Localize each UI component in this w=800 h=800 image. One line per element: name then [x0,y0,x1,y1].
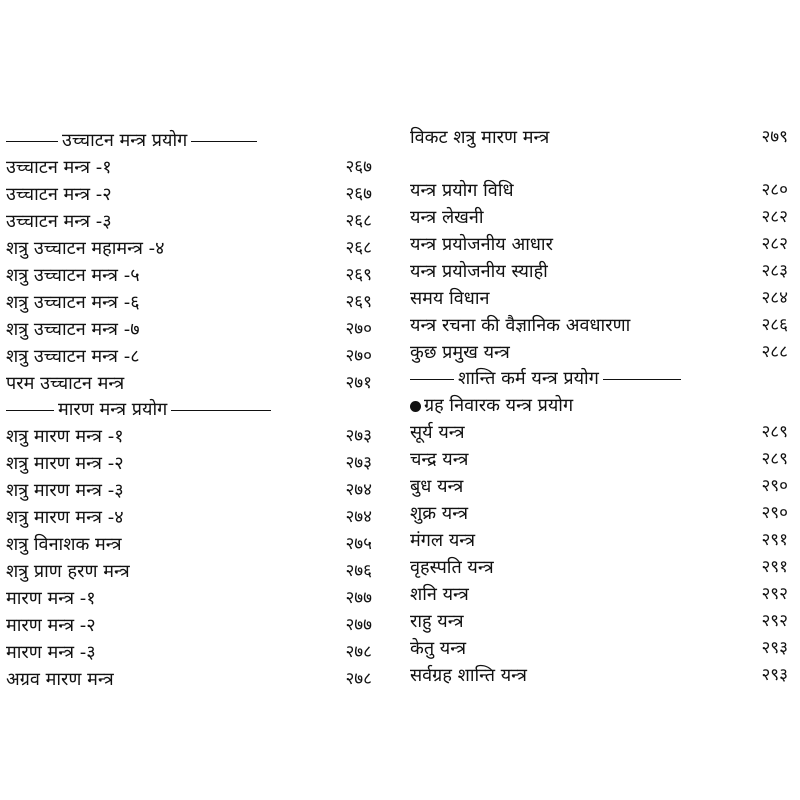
toc-entry-page: २८४ [761,288,788,308]
toc-entry-page: २७० [345,346,372,366]
toc-entry-label: शत्रु विनाशक मन्त्र [6,534,122,555]
toc-entry-page: २७६ [345,561,372,581]
toc-entry-label: शनि यन्त्र [410,584,469,605]
toc-list-maran [6,423,380,693]
toc-entry-page: २७८ [345,642,372,662]
toc-entry-page: २९२ [761,611,788,631]
toc-entry-page: २७७ [345,588,372,608]
toc-entry-page: २६७ [345,184,372,204]
toc-entry-page: २६७ [345,157,372,177]
toc-entry-page: २९३ [761,665,788,685]
toc-entry [410,204,790,231]
toc-entry [6,585,380,612]
toc-entry [6,423,380,450]
toc-entry-page: २७४ [345,480,372,500]
toc-entry-label: यन्त्र प्रयोग विधि [410,180,514,201]
toc-entry-label: शत्रु उच्चाटन महामन्त्र -४ [6,238,165,259]
toc-entry-label: मारण मन्त्र -३ [6,642,96,663]
toc-entry-label: चन्द्र यन्त्र [410,449,469,470]
toc-entry-page: २८९ [761,449,788,469]
toc-entry [6,450,380,477]
toc-entry [410,312,790,339]
bullet-icon [410,401,421,412]
toc-entry-label: शत्रु मारण मन्त्र -४ [6,507,124,528]
toc-entry-label: यन्त्र लेखनी [410,207,484,228]
toc-entry [410,581,790,608]
toc-entry [6,558,380,585]
toc-entry-page: २६९ [345,265,372,285]
toc-entry [410,473,790,500]
toc-entry [6,612,380,639]
toc-entry [6,531,380,558]
heading-rule [171,410,271,411]
toc-entry [410,177,790,204]
heading-rule [603,379,681,380]
section-heading-shanti [410,366,790,392]
toc-list-uchchatan [6,154,380,397]
toc-entry-page: २७८ [345,669,372,689]
toc-entry-page: २६९ [345,292,372,312]
toc-entry-label: विकट शत्रु मारण मन्त्र [410,127,550,148]
toc-entry-label: अग्रव मारण मन्त्र [6,669,114,690]
toc-entry-page: २७७ [345,615,372,635]
toc-entry-label: उच्चाटन मन्त्र -१ [6,157,112,178]
toc-entry-label: शत्रु उच्चाटन मन्त्र -५ [6,265,140,286]
toc-entry-label: उच्चाटन मन्त्र -२ [6,184,112,205]
toc-entry [6,154,380,181]
toc-entry [410,339,790,366]
section-heading-text: मारण मन्त्र प्रयोग [58,399,168,420]
toc-entry-page: २६८ [345,238,372,258]
heading-rule [6,141,58,142]
toc-entry-page: २७१ [345,373,372,393]
toc-entry-label: समय विधान [410,288,490,309]
left-column [6,128,380,693]
section-heading-uchchatan [6,128,380,154]
section-heading-maran [6,397,380,423]
toc-entry [6,262,380,289]
toc-entry-label: शत्रु उच्चाटन मन्त्र -८ [6,346,140,367]
toc-entry-page: २९१ [761,557,788,577]
toc-list-graha-yantra [410,419,790,689]
toc-entry-label: वृहस्पति यन्त्र [410,557,494,578]
toc-entry [410,446,790,473]
toc-entry [410,285,790,312]
toc-entry-label: सूर्य यन्त्र [410,422,465,443]
toc-entry-label: राहु यन्त्र [410,611,464,632]
toc-entry [6,181,380,208]
toc-entry-page: २७९ [761,127,788,147]
toc-entry-label: बुध यन्त्र [410,476,464,497]
section-heading-text: उच्चाटन मन्त्र प्रयोग [62,130,188,151]
toc-entry-label: यन्त्र प्रयोजनीय स्याही [410,261,548,282]
toc-entry-page: २७५ [345,534,372,554]
heading-rule [191,141,257,142]
toc-entry [6,639,380,666]
toc-entry-label: शत्रु मारण मन्त्र -२ [6,453,124,474]
toc-entry-label: शत्रु उच्चाटन मन्त्र -७ [6,319,140,340]
toc-entry-page: २९० [761,476,788,496]
toc-entry [6,316,380,343]
toc-entry [410,635,790,662]
toc-entry [410,124,790,151]
toc-entry-page: २८० [761,180,788,200]
toc-entry [6,343,380,370]
toc-entry-label: कुछ प्रमुख यन्त्र [410,342,510,363]
toc-entry-page: २७४ [345,507,372,527]
toc-entry [410,608,790,635]
toc-entry-label: मारण मन्त्र -२ [6,615,96,636]
toc-entry-page: २८२ [761,207,788,227]
toc-entry-page: २९३ [761,638,788,658]
toc-entry-label: यन्त्र रचना की वैज्ञानिक अवधारणा [410,315,631,336]
toc-entry [6,504,380,531]
toc-entry-label: शत्रु मारण मन्त्र -३ [6,480,124,501]
toc-entry-page: २९२ [761,584,788,604]
spacer [410,151,790,177]
subheading-text: ग्रह निवारक यन्त्र प्रयोग [424,395,574,416]
toc-entry-label: परम उच्चाटन मन्त्र [6,373,125,394]
toc-entry [410,500,790,527]
toc-entry-page: २८६ [761,315,788,335]
toc-entry [6,208,380,235]
right-column [410,124,790,689]
toc-entry [410,662,790,689]
toc-entry-label: उच्चाटन मन्त्र -३ [6,211,112,232]
toc-entry [6,477,380,504]
toc-entry-label: शुक्र यन्त्र [410,503,469,524]
toc-entry-page: २८९ [761,422,788,442]
toc-entry-page: २६८ [345,211,372,231]
toc-entry-page: २९० [761,503,788,523]
toc-entry-label: शत्रु प्राण हरण मन्त्र [6,561,130,582]
toc-list-yantra [410,177,790,366]
toc-entry-page: २७३ [345,453,372,473]
toc-entry-label: मारण मन्त्र -१ [6,588,96,609]
toc-entry-label: केतु यन्त्र [410,638,467,659]
toc-entry-label: शत्रु मारण मन्त्र -१ [6,426,124,447]
toc-entry-label: यन्त्र प्रयोजनीय आधार [410,234,553,255]
toc-entry-label: सर्वग्रह शान्ति यन्त्र [410,665,527,686]
toc-entry-label: शत्रु उच्चाटन मन्त्र -६ [6,292,140,313]
toc-entry [6,289,380,316]
subheading-graha-nivarak [410,392,790,419]
heading-rule [410,379,454,380]
section-heading-text: शान्ति कर्म यन्त्र प्रयोग [458,368,599,389]
toc-entry [410,231,790,258]
toc-entry [410,527,790,554]
toc-entry-page: २९१ [761,530,788,550]
toc-entry [410,419,790,446]
toc-entry-page: २८८ [761,342,788,362]
toc-entry-page: २८३ [761,261,788,281]
toc-entry-page: २७० [345,319,372,339]
heading-rule [6,410,54,411]
toc-entry [6,370,380,397]
toc-entry [410,258,790,285]
toc-entry-page: २८२ [761,234,788,254]
toc-entry [410,554,790,581]
toc-entry [6,235,380,262]
toc-entry [6,666,380,693]
toc-entry-label: मंगल यन्त्र [410,530,476,551]
toc-entry-page: २७३ [345,426,372,446]
